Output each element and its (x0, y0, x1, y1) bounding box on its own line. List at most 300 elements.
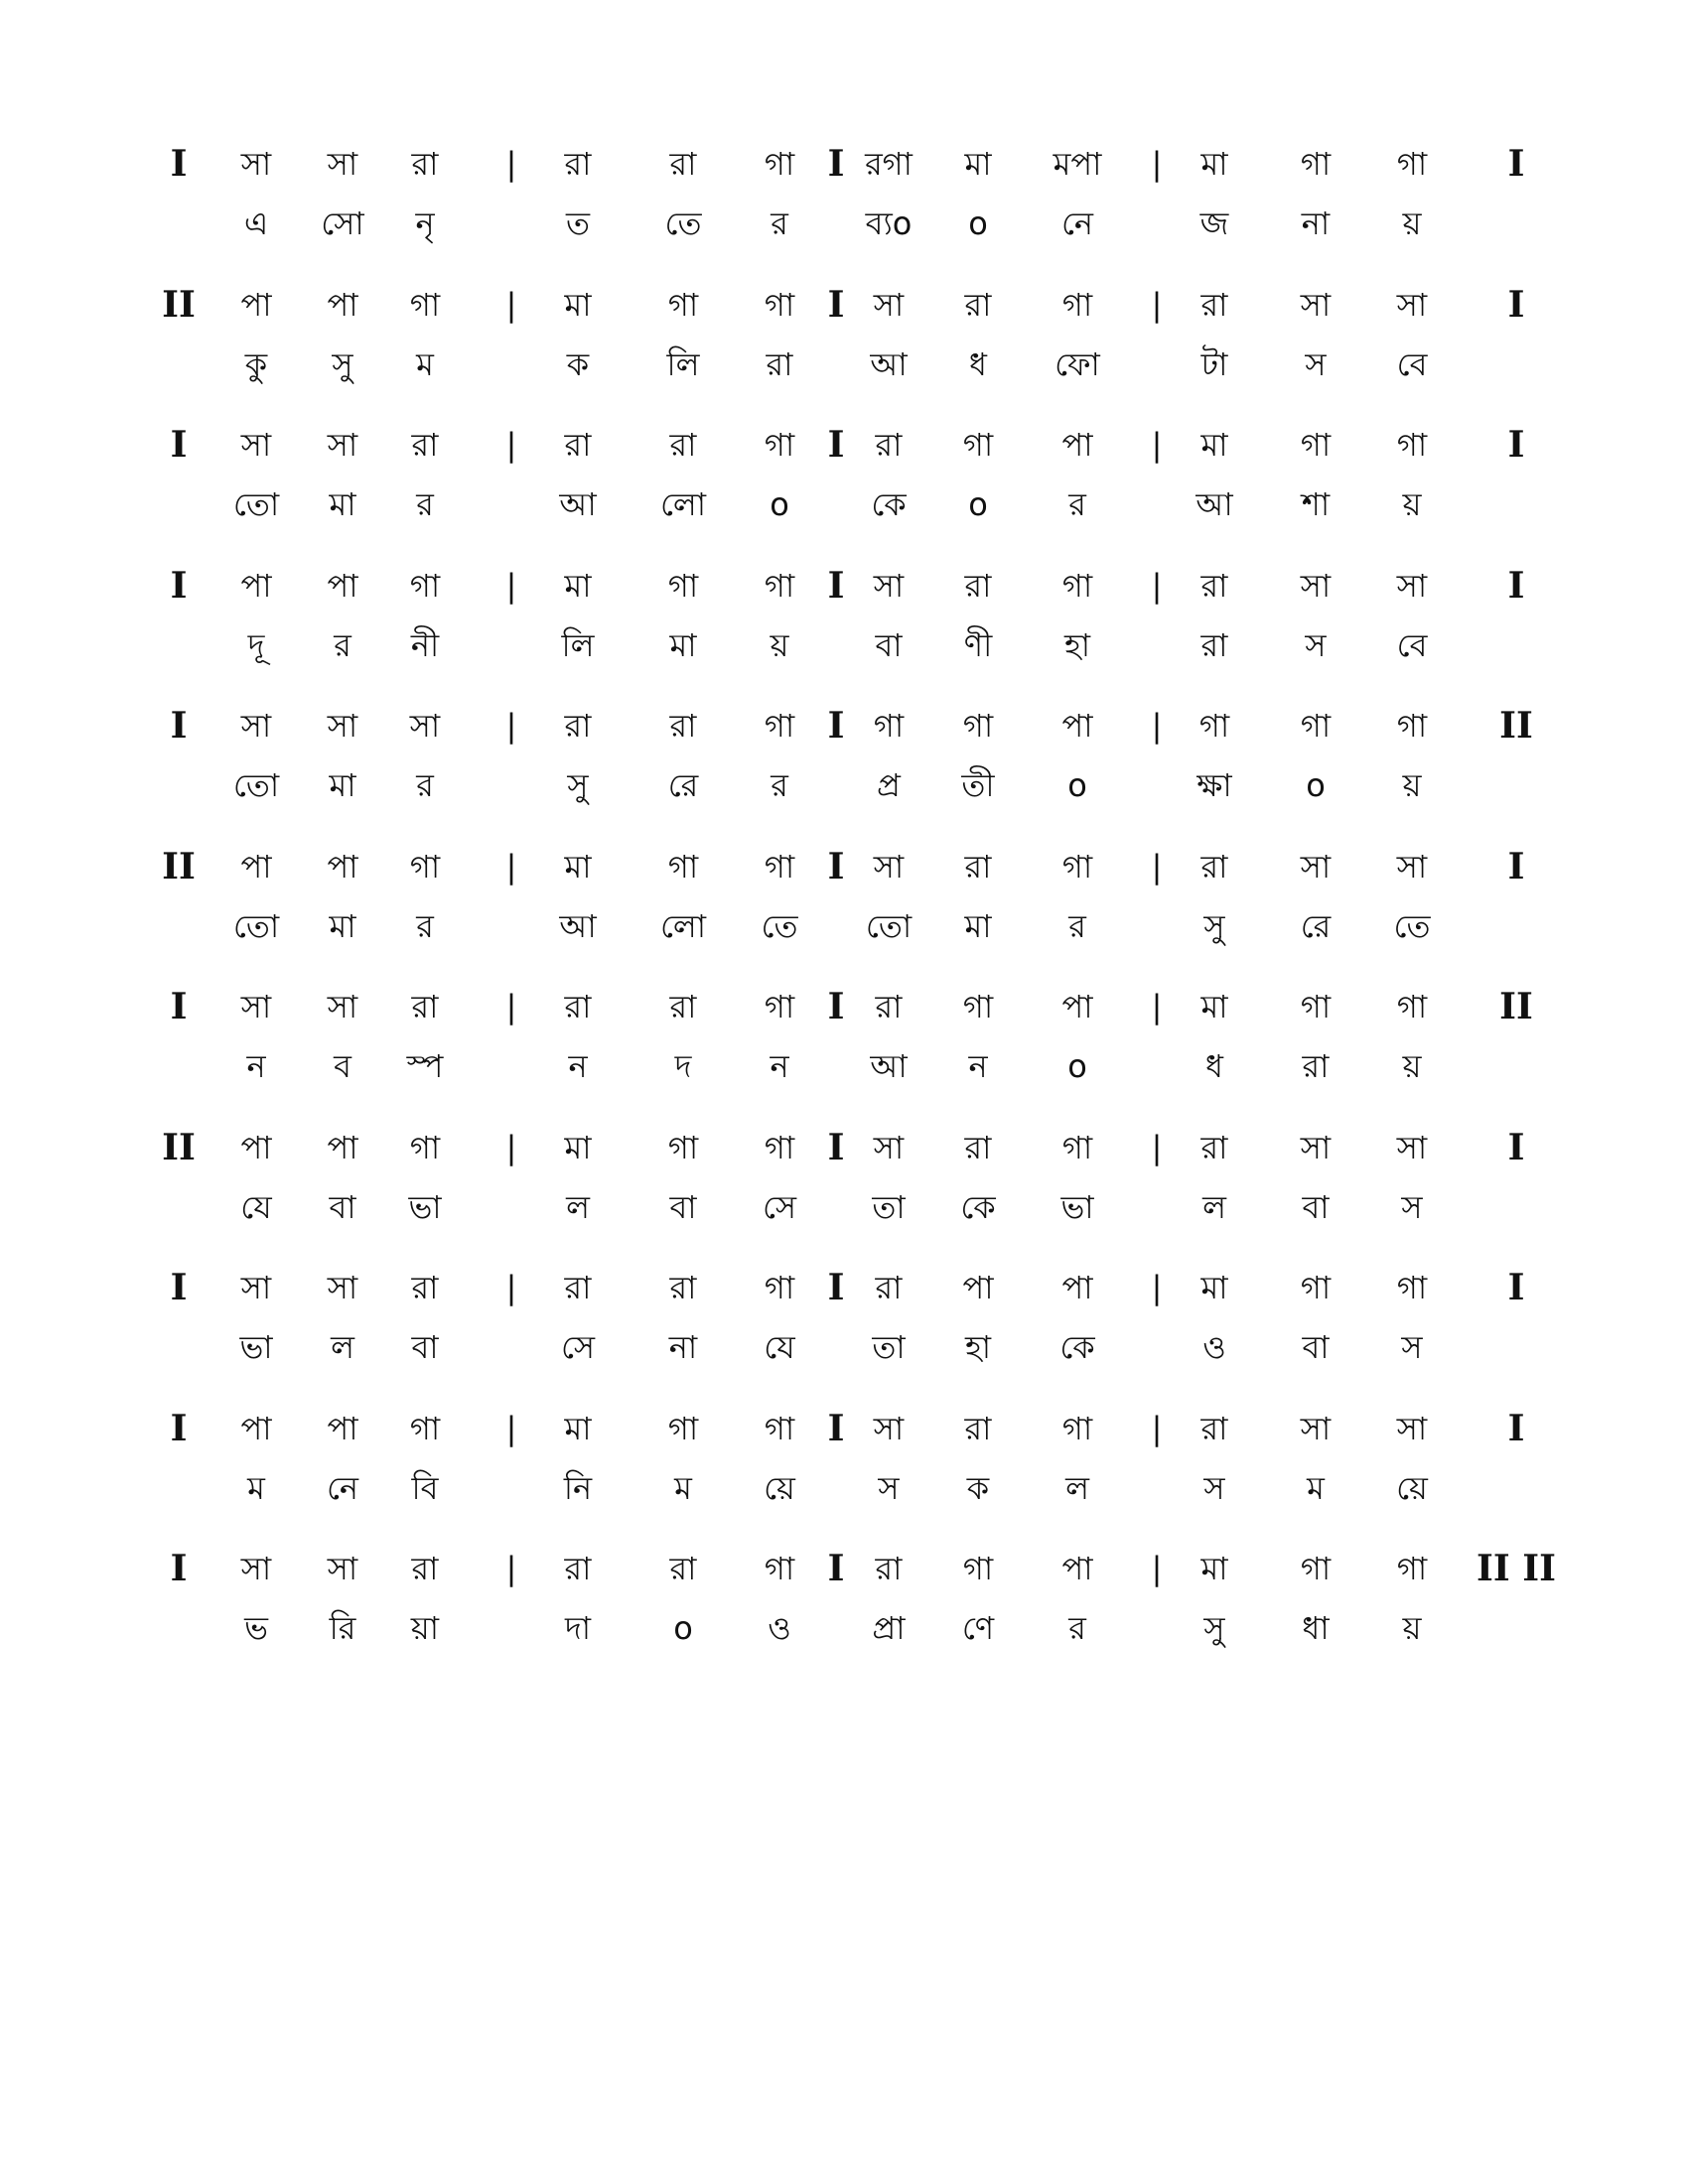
lyric-syllable: র (771, 766, 788, 804)
note-cell: গা (1300, 145, 1332, 183)
note-cell: সা (327, 1269, 358, 1306)
note-cell: গা (1061, 847, 1093, 886)
bar-line: I (170, 986, 188, 1027)
lyric-syllable: বে (1396, 625, 1428, 664)
beat-divider: | (505, 1269, 517, 1306)
lyric-syllable: লি (561, 625, 595, 664)
note-cell: সা (873, 285, 905, 324)
beat-divider: | (505, 847, 517, 886)
lyric-syllable: দা (564, 1609, 592, 1647)
note-cell: রা (875, 426, 903, 464)
note-cell: গা (1396, 988, 1428, 1025)
lyric-line (0, 479, 1688, 529)
note-cell: মা (564, 1128, 592, 1166)
lyric-syllable: ধা (1302, 1609, 1330, 1647)
note-cell: গা (409, 566, 441, 605)
lyric-syllable: o (1067, 766, 1087, 804)
note-cell: গা (667, 285, 699, 324)
note-cell: গা (873, 707, 905, 745)
note-cell: রা (964, 847, 992, 886)
note-cell: গা (962, 707, 994, 745)
lyric-syllable: রা (1200, 625, 1228, 664)
note-cell: গা (1300, 426, 1332, 464)
bar-line: I (827, 1407, 845, 1449)
lyric-syllable: য়ে (764, 1468, 795, 1507)
note-cell: রা (1200, 1128, 1228, 1166)
beat-divider: | (505, 285, 517, 324)
lyric-syllable: ম (1307, 1468, 1325, 1507)
note-cell: রা (875, 1269, 903, 1306)
note-cell: পা (240, 1409, 272, 1447)
notation-row (0, 139, 1688, 278)
lyric-line (0, 340, 1688, 389)
note-cell: সা (1300, 566, 1332, 605)
lyric-syllable: o (673, 1609, 693, 1647)
notation-row (0, 280, 1688, 419)
lyric-syllable: লো (659, 906, 707, 945)
lyric-syllable: নী (410, 625, 440, 664)
lyric-syllable: তা (872, 1187, 906, 1226)
lyric-syllable: য় (770, 625, 789, 664)
note-cell: পা (240, 847, 272, 886)
lyric-line (0, 1182, 1688, 1232)
lyric-syllable: য় (1402, 205, 1422, 242)
lyric-syllable: আ (1196, 485, 1233, 523)
beat-divider: | (1151, 145, 1163, 183)
lyric-syllable: ল (1065, 1468, 1089, 1507)
lyric-syllable: তে (664, 205, 702, 242)
lyric-syllable: ন (770, 1047, 789, 1085)
lyric-syllable: ন (968, 1047, 988, 1085)
note-cell: সা (873, 566, 905, 605)
lyric-syllable: কে (960, 1187, 996, 1226)
lyric-syllable: র (416, 906, 434, 945)
note-cell: রা (669, 988, 697, 1025)
lyric-syllable: স (1203, 1468, 1225, 1507)
lyric-syllable: প্র (877, 766, 901, 804)
lyric-syllable: সু (332, 344, 353, 383)
lyric-syllable: o (770, 485, 789, 523)
beat-divider: | (1151, 847, 1163, 886)
note-cell: মা (1200, 1550, 1228, 1587)
note-line (0, 1544, 1688, 1593)
note-cell: রা (411, 1550, 439, 1587)
lyric-syllable: ভা (1060, 1187, 1094, 1226)
beat-divider: | (505, 426, 517, 464)
note-cell: রা (411, 426, 439, 464)
note-line (0, 420, 1688, 470)
bar-line: I (827, 424, 845, 466)
note-cell: রা (1200, 1409, 1228, 1447)
lyric-syllable: হা (964, 1328, 992, 1366)
note-cell: গা (764, 566, 795, 605)
note-cell: গা (667, 847, 699, 886)
note-cell: গা (764, 847, 795, 886)
bar-line: I (827, 143, 845, 185)
lyric-syllable: র (1068, 906, 1086, 945)
note-cell: পা (1061, 1269, 1093, 1306)
note-cell: সা (1396, 1409, 1428, 1447)
lyric-syllable: ভা (408, 1187, 442, 1226)
bar-line: I (827, 1126, 845, 1168)
notation-row (0, 842, 1688, 981)
note-cell: সা (1396, 847, 1428, 886)
lyric-syllable: আ (559, 485, 597, 523)
note-cell: রা (564, 988, 592, 1025)
lyric-syllable: টা (1200, 344, 1228, 383)
lyric-syllable: তী (961, 766, 995, 804)
notation-row (0, 1544, 1688, 1683)
lyric-syllable: সে (762, 1187, 797, 1226)
lyric-syllable: ক্ষা (1196, 766, 1232, 804)
note-cell: সা (240, 426, 272, 464)
lyric-syllable: ল (331, 1328, 354, 1366)
lyric-syllable: ফো (1055, 344, 1100, 383)
lyric-syllable: স (1401, 1187, 1423, 1226)
note-cell: গা (1396, 426, 1428, 464)
note-cell: সা (327, 1550, 358, 1587)
lyric-syllable: o (968, 485, 988, 523)
lyric-syllable: ত (565, 205, 590, 242)
lyric-syllable: য় (1402, 766, 1422, 804)
lyric-syllable: নৃ (415, 205, 435, 242)
bar-line: I (827, 986, 845, 1027)
lyric-syllable: স্প (406, 1047, 444, 1085)
lyric-syllable: র (771, 205, 788, 242)
bar-line: I (827, 564, 845, 607)
note-cell: রা (669, 1269, 697, 1306)
lyric-syllable: মা (669, 625, 697, 664)
lyric-line (0, 760, 1688, 810)
lyric-line (0, 1463, 1688, 1513)
lyric-syllable: তো (232, 766, 280, 804)
lyric-syllable: বা (875, 625, 903, 664)
lyric-syllable: রা (766, 344, 793, 383)
bar-line: I (170, 705, 188, 747)
lyric-syllable: য় (1402, 485, 1422, 523)
note-cell: গা (667, 1128, 699, 1166)
beat-divider: | (1151, 988, 1163, 1025)
bar-line: I (827, 1548, 845, 1589)
lyric-syllable: সে (560, 1328, 596, 1366)
note-cell: গা (764, 1128, 795, 1166)
beat-divider: | (505, 1409, 517, 1447)
beat-divider: | (505, 145, 517, 183)
beat-divider: | (1151, 1269, 1163, 1306)
note-cell: সা (240, 1269, 272, 1306)
bar-line: I (827, 1267, 845, 1308)
note-cell: গা (1300, 1269, 1332, 1306)
note-cell: গা (667, 566, 699, 605)
note-cell: গা (1396, 707, 1428, 745)
lyric-syllable: ক (966, 1468, 990, 1507)
note-cell: পা (327, 1409, 358, 1447)
note-cell: রা (964, 566, 992, 605)
note-cell: মা (1200, 988, 1228, 1025)
note-cell: সা (240, 1550, 272, 1587)
lyric-syllable: স (1401, 1328, 1423, 1366)
lyric-syllable: দূ (247, 625, 265, 664)
lyric-syllable: সু (567, 766, 589, 804)
bar-line: I (170, 1407, 188, 1449)
note-cell: গা (962, 426, 994, 464)
lyric-syllable: ধ (969, 344, 987, 383)
beat-divider: | (505, 566, 517, 605)
beat-divider: | (1151, 1409, 1163, 1447)
note-cell: রা (1200, 847, 1228, 886)
lyric-line (0, 199, 1688, 248)
lyric-line (0, 1041, 1688, 1091)
lyric-syllable: য় (1402, 1047, 1422, 1085)
lyric-syllable: মা (329, 766, 356, 804)
lyric-syllable: য় (1402, 1609, 1422, 1647)
note-cell: সা (240, 145, 272, 183)
note-cell: গা (764, 988, 795, 1025)
note-cell: সা (240, 988, 272, 1025)
lyric-line (0, 1322, 1688, 1372)
lyric-syllable: বি (411, 1468, 439, 1507)
note-line (0, 701, 1688, 751)
lyric-syllable: তো (232, 906, 280, 945)
lyric-line (0, 901, 1688, 951)
note-cell: রা (564, 1269, 592, 1306)
note-cell: গা (1061, 566, 1093, 605)
note-cell: মা (564, 566, 592, 605)
note-cell: গা (1300, 707, 1332, 745)
bar-line: II (162, 845, 196, 887)
note-cell: রা (669, 426, 697, 464)
notation-row (0, 1404, 1688, 1543)
lyric-syllable: বা (411, 1328, 439, 1366)
bar-line: I (170, 564, 188, 607)
lyric-syllable: ভ (244, 1609, 268, 1647)
note-cell: গা (1396, 145, 1428, 183)
note-cell: সা (1300, 847, 1332, 886)
bar-line: I (1507, 845, 1525, 887)
lyric-syllable: য়া (410, 1609, 440, 1647)
note-cell: মা (1200, 145, 1228, 183)
lyric-syllable: তো (232, 485, 280, 523)
bar-line: I (1507, 283, 1525, 326)
lyric-syllable: বা (329, 1187, 356, 1226)
lyric-syllable: o (968, 205, 988, 242)
note-cell: পা (1061, 707, 1093, 745)
lyric-syllable: দ (674, 1047, 692, 1085)
lyric-syllable: আ (870, 1047, 908, 1085)
lyric-syllable: রে (667, 766, 699, 804)
notation-row (0, 561, 1688, 700)
beat-divider: | (1151, 426, 1163, 464)
note-cell: গা (1198, 707, 1230, 745)
note-cell: মপা (1053, 145, 1102, 183)
lyric-syllable: বা (1302, 1328, 1330, 1366)
note-cell: রা (875, 988, 903, 1025)
bar-line: II (1499, 705, 1533, 747)
note-cell: গা (764, 1550, 795, 1587)
note-cell: সা (873, 1409, 905, 1447)
lyric-syllable: আ (559, 906, 597, 945)
lyric-syllable: ম (247, 1468, 265, 1507)
lyric-syllable: তো (865, 906, 913, 945)
bar-line: I (170, 424, 188, 466)
lyric-syllable: না (1301, 205, 1331, 242)
bar-line: I (170, 1548, 188, 1589)
note-cell: পা (240, 285, 272, 324)
note-cell: গা (1396, 1269, 1428, 1306)
lyric-syllable: ধ (1205, 1047, 1223, 1085)
note-cell: সা (1396, 285, 1428, 324)
bar-line: I (170, 143, 188, 185)
note-cell: গা (764, 426, 795, 464)
lyric-syllable: o (1306, 766, 1326, 804)
bar-line: I (827, 283, 845, 326)
note-cell: সা (327, 988, 358, 1025)
note-cell: গা (1300, 1550, 1332, 1587)
note-line (0, 842, 1688, 891)
lyric-syllable: র (1068, 1609, 1086, 1647)
note-cell: মা (564, 285, 592, 324)
note-cell: মা (964, 145, 992, 183)
note-cell: রা (669, 145, 697, 183)
notation-row (0, 1263, 1688, 1402)
beat-divider: | (1151, 285, 1163, 324)
lyric-syllable: শা (1301, 485, 1331, 523)
bar-line: I (827, 845, 845, 887)
note-cell: পা (1061, 1550, 1093, 1587)
note-cell: মা (564, 1409, 592, 1447)
note-cell: গা (409, 1409, 441, 1447)
note-cell: সা (327, 707, 358, 745)
note-cell: সা (1300, 1409, 1332, 1447)
notation-row (0, 982, 1688, 1121)
bar-line: II (162, 1126, 196, 1168)
lyric-syllable: নে (326, 1468, 359, 1507)
note-cell: গা (1396, 1550, 1428, 1587)
lyric-syllable: ণে (961, 1609, 995, 1647)
note-cell: সা (409, 707, 441, 745)
note-line (0, 561, 1688, 611)
beat-divider: | (1151, 566, 1163, 605)
lyric-syllable: না (668, 1328, 698, 1366)
lyric-syllable: যে (240, 1187, 272, 1226)
lyric-syllable: স (878, 1468, 900, 1507)
note-line (0, 280, 1688, 330)
note-cell: গা (1061, 285, 1093, 324)
lyric-syllable: তে (761, 906, 798, 945)
beat-divider: | (505, 1128, 517, 1166)
lyric-syllable: মা (329, 485, 356, 523)
note-cell: পা (962, 1269, 994, 1306)
lyric-syllable: মা (329, 906, 356, 945)
note-cell: মা (1200, 426, 1228, 464)
note-cell: সা (1300, 285, 1332, 324)
lyric-syllable: ব (334, 1047, 352, 1085)
note-cell: গা (962, 988, 994, 1025)
note-cell: মা (1200, 1269, 1228, 1306)
bar-line: I (827, 705, 845, 747)
lyric-syllable: লি (666, 344, 700, 383)
lyric-syllable: কে (871, 485, 907, 523)
note-cell: রা (875, 1550, 903, 1587)
note-cell: রা (564, 145, 592, 183)
note-cell: রা (564, 426, 592, 464)
notation-row (0, 1123, 1688, 1262)
note-cell: সা (1396, 1128, 1428, 1166)
lyric-syllable: ল (1202, 1187, 1226, 1226)
note-cell: গা (764, 707, 795, 745)
note-cell: রা (411, 988, 439, 1025)
lyric-syllable: কু (244, 344, 268, 383)
note-cell: গা (764, 1409, 795, 1447)
lyric-syllable: ক (566, 344, 590, 383)
bar-line: II (1499, 986, 1533, 1027)
lyric-syllable: বে (1396, 344, 1428, 383)
note-cell: পা (327, 1128, 358, 1166)
note-cell: পা (240, 1128, 272, 1166)
note-cell: রা (669, 1550, 697, 1587)
note-cell: রা (1200, 285, 1228, 324)
beat-divider: | (505, 988, 517, 1025)
lyric-syllable: র (334, 625, 352, 664)
lyric-syllable: রে (1300, 906, 1332, 945)
lyric-syllable: জ (1199, 205, 1229, 242)
note-cell: সা (1396, 566, 1428, 605)
bar-line: I (170, 1267, 188, 1308)
note-line (0, 1404, 1688, 1453)
note-cell: রগা (865, 145, 913, 183)
lyric-syllable: নি (563, 1468, 593, 1507)
lyric-syllable: মা (964, 906, 992, 945)
beat-divider: | (505, 1550, 517, 1587)
lyric-line (0, 1603, 1688, 1653)
lyric-syllable: বা (1302, 1187, 1330, 1226)
lyric-syllable: র (416, 766, 434, 804)
note-cell: গা (764, 145, 795, 183)
note-cell: সা (327, 145, 358, 183)
bar-line: II II (1477, 1548, 1556, 1589)
note-cell: গা (1061, 1409, 1093, 1447)
lyric-syllable: যে (764, 1328, 795, 1366)
lyric-syllable: লো (659, 485, 707, 523)
lyric-syllable: ও (768, 1609, 791, 1647)
lyric-syllable: সু (1203, 906, 1225, 945)
note-cell: সা (873, 1128, 905, 1166)
note-cell: রা (964, 285, 992, 324)
lyric-syllable: ম (416, 344, 434, 383)
lyric-syllable: আ (870, 344, 908, 383)
lyric-syllable: র (416, 485, 434, 523)
lyric-syllable: ম (674, 1468, 692, 1507)
lyric-syllable: রি (329, 1609, 356, 1647)
note-cell: পা (1061, 988, 1093, 1025)
beat-divider: | (1151, 1128, 1163, 1166)
note-cell: গা (764, 1269, 795, 1306)
note-cell: গা (962, 1550, 994, 1587)
note-cell: মা (564, 847, 592, 886)
note-cell: গা (1300, 988, 1332, 1025)
bar-line: II (162, 283, 196, 326)
note-cell: রা (411, 1269, 439, 1306)
lyric-syllable: য়ে (1396, 1468, 1428, 1507)
note-cell: রা (964, 1409, 992, 1447)
note-cell: পা (1061, 426, 1093, 464)
note-cell: গা (409, 847, 441, 886)
note-line (0, 1263, 1688, 1312)
lyric-syllable: নে (1060, 205, 1094, 242)
beat-divider: | (1151, 1550, 1163, 1587)
beat-divider: | (505, 707, 517, 745)
lyric-syllable: ন (246, 1047, 266, 1085)
